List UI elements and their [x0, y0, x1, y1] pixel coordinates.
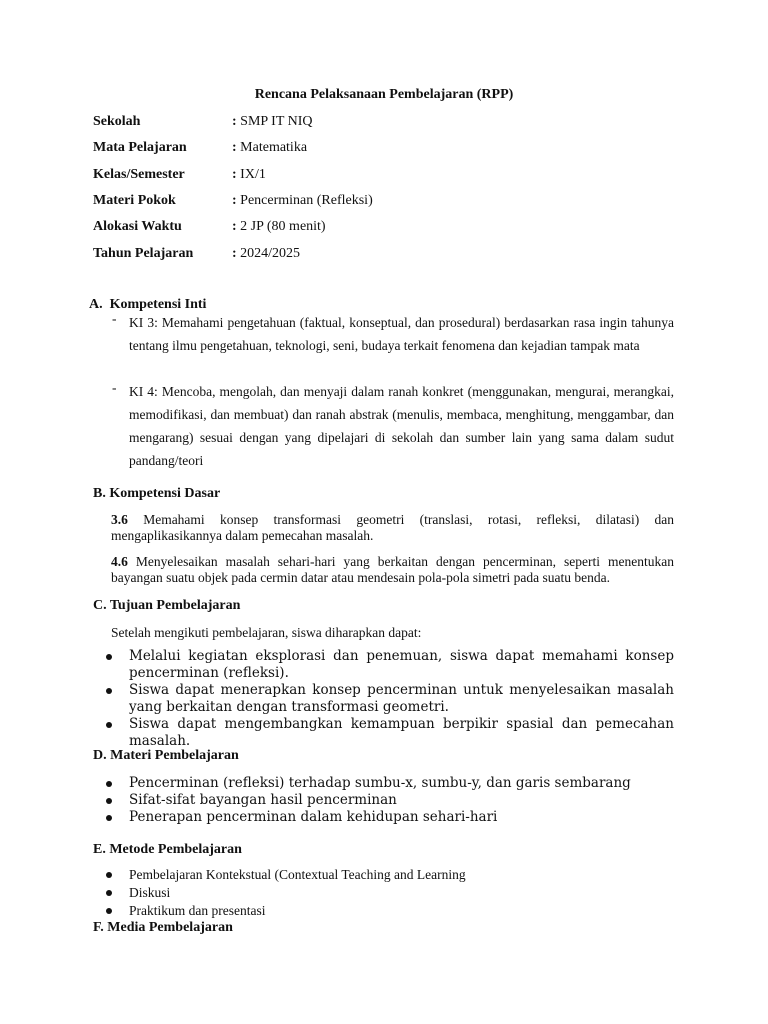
list-item — [106, 775, 674, 792]
bullet-dot-icon — [106, 815, 112, 821]
info-value — [232, 167, 266, 183]
ki-item-text: KI 4: Mencoba, mengolah, dan menyaji dalam ranah konkret (menggunakan, mengurai, merangkai, memodifikasi, dan membuat) dan ranah abstrak (menulis, membaca, menghitung, menggambar, dan mengarang) sesuai dengan yang dipelajari di sekolah dan sumber lain yang sama dalam sudut pandang/teori — [129, 384, 674, 468]
list-item-text: Penerapan pencerminan dalam kehidupan sehari-hari — [129, 809, 498, 825]
info-separator: : — [232, 167, 237, 182]
info-label: Kelas/Semester — [93, 167, 185, 182]
info-label: Sekolah — [93, 114, 141, 129]
list-item — [106, 902, 674, 920]
dash-bullet: - — [112, 311, 117, 326]
info-value-text: Pencerminan (Refleksi) — [240, 193, 373, 208]
bullet-dot-icon — [106, 872, 112, 878]
list-item-text: Siswa dapat menerapkan konsep pencerminan untuk menyelesaikan masalah yang berkaitan dengan transformasi geometri. — [129, 682, 674, 715]
info-value — [232, 219, 326, 235]
info-separator: : — [232, 140, 237, 155]
info-value-text: 2024/2025 — [240, 246, 301, 261]
section-heading-tujuan-pembelajaran: C. Tujuan Pembelajaran — [93, 598, 241, 613]
info-value-text: Matematika — [240, 140, 308, 155]
bullet-dot-icon — [106, 781, 112, 787]
info-separator: : — [232, 246, 237, 261]
list-item — [106, 682, 674, 716]
section-heading-kompetensi-dasar: B. Kompetensi Dasar — [93, 486, 221, 501]
dash-bullet: - — [112, 380, 117, 395]
list-item — [106, 866, 674, 884]
info-separator: : — [232, 193, 237, 208]
list-item — [106, 792, 674, 809]
section-heading-media-pembelajaran: F. Media Pembelajaran — [93, 920, 233, 935]
kd-text: Menyelesaikan masalah sehari-hari yang berkaitan dengan pencerminan, seperti menentukan bayangan suatu objek pada cermin datar atau mendesain pola-pola simetri pada suatu benda. — [111, 554, 674, 585]
kd-code: 3.6 — [111, 512, 128, 527]
info-separator: : — [232, 219, 237, 234]
bullet-dot-icon — [106, 654, 112, 660]
section-heading-materi-pembelajaran: D. Materi Pembelajaran — [93, 748, 239, 763]
bullet-dot-icon — [106, 798, 112, 804]
info-value-text: 2 JP (80 menit) — [240, 219, 326, 234]
bullet-dot-icon — [106, 908, 112, 914]
info-value-text: SMP IT NIQ — [240, 114, 313, 129]
list-item-text: Praktikum dan presentasi — [129, 903, 266, 918]
info-value — [232, 140, 307, 156]
list-item-text: Sifat-sifat bayangan hasil pencerminan — [129, 792, 397, 808]
info-label: Materi Pokok — [93, 193, 176, 208]
info-value — [232, 246, 300, 262]
list-item-text: Melalui kegiatan eksplorasi dan penemuan, siswa dapat memahami konsep pencerminan (refleksi). — [129, 648, 674, 681]
info-separator: : — [232, 114, 237, 129]
list-item — [106, 648, 674, 682]
info-label: Alokasi Waktu — [93, 219, 182, 234]
kd-text: Memahami konsep transformasi geometri (translasi, rotasi, refleksi, dilatasi) dan mengaplikasikannya dalam pemecahan masalah. — [111, 512, 674, 543]
materi-list — [106, 775, 674, 826]
tujuan-list — [106, 648, 674, 750]
kd-item — [111, 512, 674, 544]
info-value — [232, 193, 373, 209]
info-value-text: IX/1 — [240, 167, 266, 182]
ki-item — [112, 311, 674, 357]
list-item — [106, 809, 674, 826]
bullet-dot-icon — [106, 890, 112, 896]
list-item — [106, 884, 674, 902]
list-item — [106, 716, 674, 750]
list-item-text: Pencerminan (refleksi) terhadap sumbu-x, sumbu-y, dan garis sembarang — [129, 775, 631, 791]
list-item-text: Pembelajaran Kontekstual (Contextual Teaching and Learning — [129, 867, 466, 882]
ki-item-text: KI 3: Memahami pengetahuan (faktual, konseptual, dan prosedural) berdasarkan rasa ingin tahunya tentang ilmu pengetahuan, teknologi, seni, budaya terkait fenomena dan kejadian tampak mata — [129, 315, 674, 353]
kd-item — [111, 554, 674, 586]
list-item-text: Diskusi — [129, 885, 171, 900]
bullet-dot-icon — [106, 722, 112, 728]
info-label: Mata Pelajaran — [93, 140, 187, 155]
ki-item — [112, 380, 674, 472]
tujuan-intro: Setelah mengikuti pembelajaran, siswa diharapkan dapat: — [111, 625, 422, 640]
section-heading-kompetensi-inti: A. Kompetensi Inti — [89, 297, 207, 312]
list-item-text: Siswa dapat mengembangkan kemampuan berpikir spasial dan pemecahan masalah. — [129, 716, 674, 749]
info-value — [232, 114, 313, 130]
info-label: Tahun Pelajaran — [93, 246, 194, 261]
section-heading-metode-pembelajaran: E. Metode Pembelajaran — [93, 842, 242, 857]
metode-list — [106, 866, 674, 920]
kd-code: 4.6 — [111, 554, 128, 569]
bullet-dot-icon — [106, 688, 112, 694]
document-title: Rencana Pelaksanaan Pembelajaran (RPP) — [254, 87, 514, 102]
